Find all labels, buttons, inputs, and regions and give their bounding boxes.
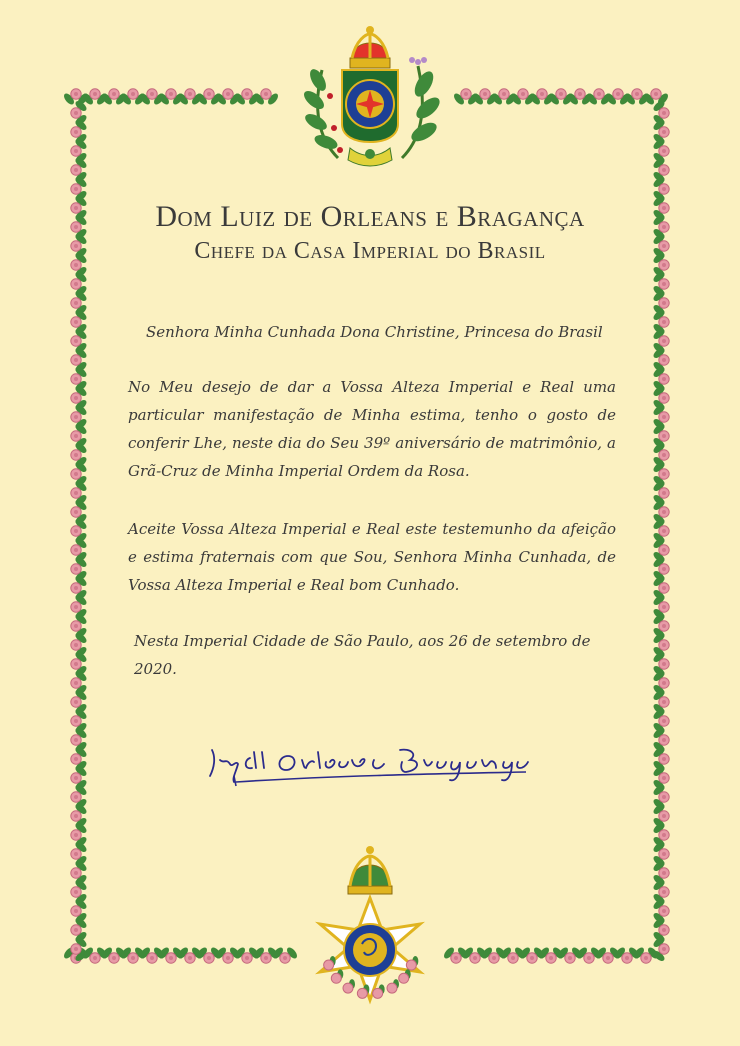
signature [206, 738, 546, 788]
insignia-crown-icon [348, 846, 392, 894]
page-title: Dom Luiz de Orleans e Bragança [155, 200, 585, 233]
body-paragraph-1: No Meu desejo de dar a Vossa Alteza Imperial e Real uma particular manifestação de Minha estima, tenho o gosto de conferir Lhe, neste dia do Seu 39º aniversário de matrimônio, a Grã-Cruz de Minha Imperial Ordem da Rosa. [128, 378, 616, 480]
page-subtitle: Chefe da Casa Imperial do Brasil [194, 238, 546, 264]
closing-line: Nesta Imperial Cidade de São Paulo, aos 26 de setembro de 2020. [134, 632, 591, 678]
medallion-icon [344, 924, 396, 976]
body-paragraph-2: Aceite Vossa Alteza Imperial e Real este testemunho da afeição e estima fraternais com que Sou, Senhora Minha Cunhada, de Vossa Alteza Imperial e Real bom Cunhado. [128, 520, 616, 594]
salutation: Senhora Minha Cunhada Dona Christine, Princesa do Brasil [146, 323, 603, 341]
